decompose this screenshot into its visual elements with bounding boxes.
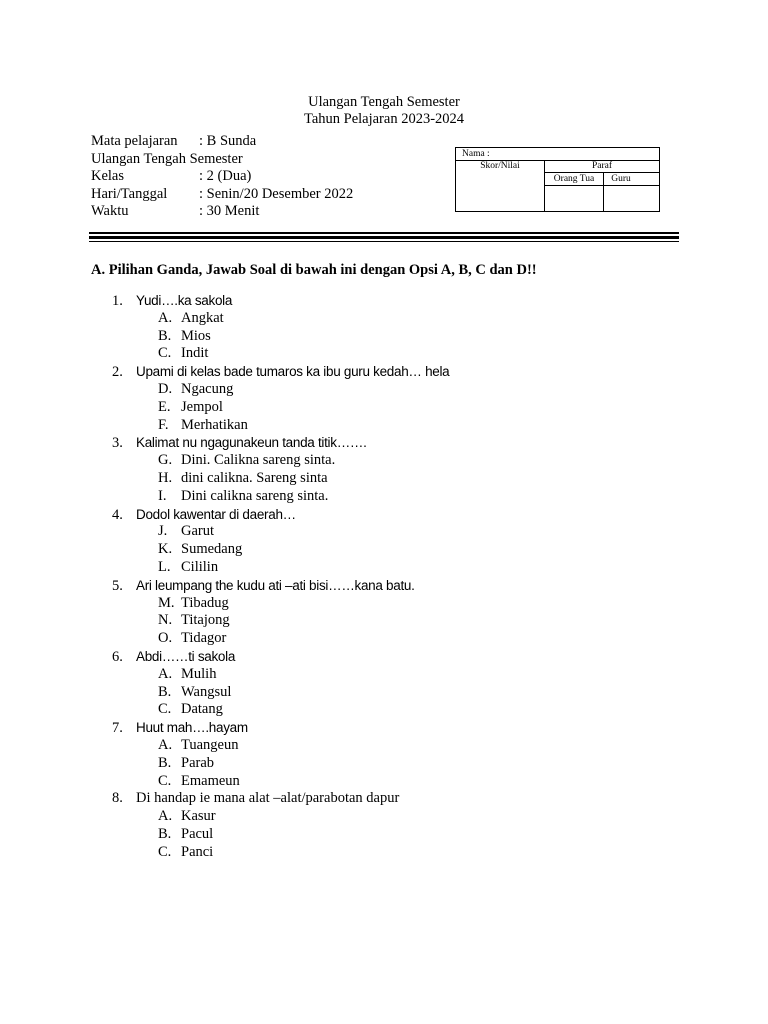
- option-text: Angkat: [181, 309, 224, 326]
- option: [112, 541, 449, 559]
- info-row-date: [91, 186, 353, 204]
- question-2: [112, 363, 449, 381]
- option-text: Tuangeun: [181, 736, 239, 753]
- option-text: Datang: [181, 701, 223, 718]
- option-letter: M.: [158, 594, 175, 611]
- option: [112, 523, 449, 541]
- option: [112, 452, 449, 470]
- option: [112, 310, 449, 328]
- option-text: Kasur: [181, 808, 216, 825]
- option: [112, 737, 449, 755]
- section-a-heading: A. Pilihan Ganda, Jawab Soal di bawah ini dengan Opsi A, B, C dan D!!: [91, 262, 537, 278]
- option-text: Parab: [181, 754, 215, 771]
- option-text: Sumedang: [181, 541, 243, 558]
- exam-title: Ulangan Tengah Semester: [308, 94, 460, 110]
- question-1: [112, 292, 449, 310]
- question-number: 7.: [112, 720, 123, 737]
- option-letter: I.: [158, 487, 167, 504]
- option-letter: N.: [158, 612, 173, 629]
- score-label: Skor/Nilai: [480, 161, 520, 171]
- question-8: [112, 790, 449, 808]
- question-text: Kalimat nu ngagunakeun tanda titik…….: [136, 435, 367, 451]
- option-letter: B.: [158, 683, 172, 700]
- option-letter: A.: [158, 665, 173, 682]
- question-number: 1.: [112, 293, 123, 309]
- question-text: Di handap ie mana alat –alat/parabotan dapur: [136, 790, 400, 807]
- option-text: Merhatikan: [181, 416, 248, 433]
- option-text: Dini. Calikna sareng sinta.: [181, 452, 336, 469]
- option-letter: K.: [158, 541, 173, 558]
- question-number: 3.: [112, 435, 123, 452]
- question-number: 5.: [112, 577, 123, 594]
- option-text: Dini calikna sareng sinta.: [181, 487, 329, 504]
- question-number: 6.: [112, 648, 123, 665]
- option-text: Panci: [181, 843, 214, 860]
- info-value: : B Sunda: [199, 133, 257, 149]
- info-row-subject: [91, 133, 353, 151]
- info-row-exam: [91, 151, 353, 169]
- option-letter: O.: [158, 630, 173, 647]
- option: [112, 399, 449, 417]
- option-letter: A.: [158, 808, 173, 825]
- option-text: Garut: [181, 523, 215, 540]
- question-4: [112, 506, 449, 524]
- option-letter: F.: [158, 416, 169, 433]
- info-row-class: [91, 168, 353, 186]
- academic-year: Tahun Pelajaran 2023-2024: [303, 111, 465, 127]
- question-text: Yudi….ka sakola: [136, 293, 233, 308]
- option: [112, 666, 449, 684]
- teacher-label: Guru: [611, 174, 631, 184]
- question-text: Upami di kelas bade tumaros ka ibu guru kedah… hela: [136, 364, 450, 380]
- option-letter: D.: [158, 380, 173, 397]
- option: [112, 470, 449, 488]
- option-text: Tibadug: [181, 594, 229, 611]
- question-list: [112, 292, 449, 862]
- signature-label: Paraf: [591, 161, 613, 171]
- option-letter: B.: [158, 825, 172, 842]
- info-label: Waktu: [91, 203, 129, 220]
- option-letter: A.: [158, 309, 173, 326]
- option-letter: B.: [158, 754, 172, 771]
- option-letter: A.: [158, 736, 173, 753]
- option-letter: J.: [158, 523, 168, 540]
- option-letter: H.: [158, 469, 173, 486]
- option: [112, 826, 449, 844]
- header-rule: [89, 236, 679, 239]
- info-label: Ulangan Tengah Semester: [91, 150, 243, 167]
- option-text: Mulih: [181, 665, 217, 682]
- question-text: Dodol kawentar di daerah…: [136, 506, 296, 522]
- info-value: : 30 Menit: [199, 203, 260, 220]
- question-5: [112, 577, 449, 595]
- option: [112, 488, 449, 506]
- option: [112, 755, 449, 773]
- option: [112, 701, 449, 719]
- option-text: Ngacung: [181, 380, 234, 397]
- option: [112, 345, 449, 363]
- score-box: [455, 147, 660, 212]
- question-text: Huut mah….hayam: [136, 720, 248, 736]
- option: [112, 381, 449, 399]
- header-rule: [89, 241, 679, 242]
- option: [112, 328, 449, 346]
- option-text: Emameun: [181, 772, 240, 789]
- option-text: Jempol: [181, 398, 223, 415]
- info-label: Kelas: [91, 168, 125, 185]
- option-letter: G.: [158, 452, 173, 469]
- info-row-duration: [91, 203, 353, 221]
- question-number: 8.: [112, 790, 123, 807]
- option-letter: C.: [158, 843, 172, 860]
- question-number: 2.: [112, 364, 123, 381]
- info-value: : 2 (Dua): [199, 168, 252, 185]
- name-field-label: Nama :: [462, 149, 490, 159]
- option-letter: C.: [158, 701, 172, 718]
- option-text: Mios: [181, 327, 211, 344]
- option: [112, 630, 449, 648]
- option: [112, 595, 449, 613]
- option-text: dini calikna. Sareng sinta: [181, 469, 328, 486]
- parent-label: Orang Tua: [553, 174, 595, 184]
- option: [112, 559, 449, 577]
- header-rule: [89, 232, 679, 234]
- question-6: [112, 648, 449, 666]
- question-7: [112, 719, 449, 737]
- question-3: [112, 434, 449, 452]
- option: [112, 417, 449, 435]
- option-text: Wangsul: [181, 683, 232, 700]
- exam-info: [91, 133, 353, 221]
- option: [112, 612, 449, 630]
- option: [112, 773, 449, 791]
- option-text: Pacul: [181, 825, 214, 842]
- option-letter: E.: [158, 398, 171, 415]
- question-number: 4.: [112, 506, 123, 523]
- option-text: Cililin: [181, 558, 219, 575]
- info-value: : Senin/20 Desember 2022: [199, 185, 354, 202]
- option-letter: B.: [158, 327, 172, 344]
- option: [112, 808, 449, 826]
- info-label: Mata pelajaran: [91, 133, 178, 149]
- option-letter: C.: [158, 772, 172, 789]
- question-text: Ari leumpang the kudu ati –ati bisi……kana batu.: [136, 577, 415, 593]
- option-letter: C.: [158, 345, 172, 362]
- option-text: Tidagor: [181, 630, 227, 647]
- option-text: Titajong: [181, 612, 230, 629]
- question-text: Abdi……ti sakola: [136, 648, 236, 664]
- info-label: Hari/Tanggal: [91, 185, 168, 202]
- option: [112, 844, 449, 862]
- option-letter: L.: [158, 558, 171, 575]
- option: [112, 684, 449, 702]
- option-text: Indit: [181, 345, 209, 362]
- score-box-divider: [544, 185, 659, 186]
